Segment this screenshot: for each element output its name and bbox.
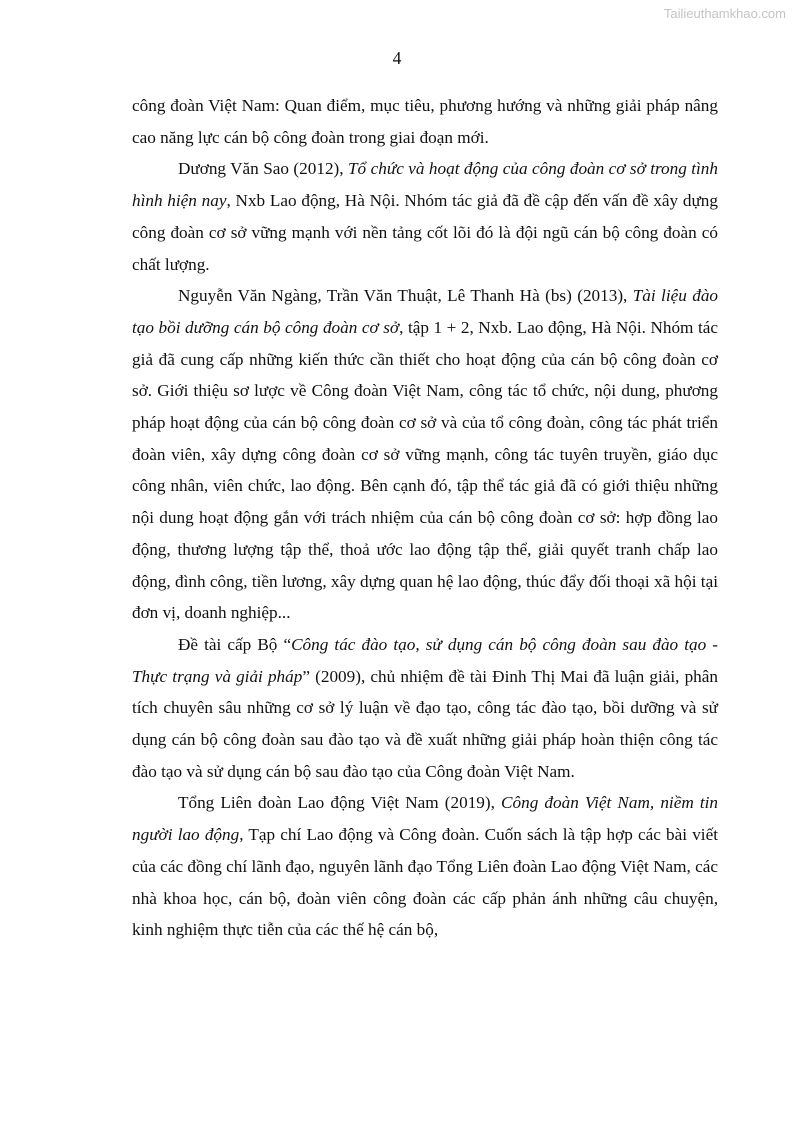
citation-title: Tổ chức và hoạt động của công đoàn cơ sở trong tình hình hiện nay — [132, 159, 718, 211]
paragraph-nguyen-van-ngang — [132, 280, 718, 629]
citation-description: , Tạp chí Lao động và Công đoàn. Cuốn sách là tập hợp các bài viết của các đồng chí lãnh đạo, nguyên lãnh đạo Tổng Liên đoàn Lao động Việt Nam, các nhà khoa học, cán bộ, đoàn viên công đoàn các cấp phản ánh những câu chuyện, kinh nghiệm thực tiễn của các thế hệ cán bộ, — [132, 825, 718, 940]
citation-title: Công đoàn Việt Nam, niềm tin người lao động — [132, 793, 719, 845]
citation-title: Tài liệu đào tạo bồi dưỡng cán bộ công đoàn cơ sở — [132, 286, 719, 337]
citation-author: Tổng Liên đoàn Lao động Việt Nam (2019), — [178, 793, 502, 813]
document-body — [132, 90, 718, 946]
citation-title: Công tác đào tạo, sử dụng cán bộ công đoàn sau đào tạo - Thực trạng và giải pháp — [132, 634, 718, 686]
citation-author: Dương Văn Sao (2012), — [178, 159, 348, 179]
citation-author: Đề tài cấp Bộ “ — [178, 634, 292, 654]
citation-author: Nguyễn Văn Ngàng, Trần Văn Thuật, Lê Thanh Hà (bs) (2013), — [178, 286, 633, 306]
paragraph-de-tai-cap-bo — [132, 629, 718, 788]
citation-description: , tập 1 + 2, Nxb. Lao động, Hà Nội. Nhóm tác giả đã cung cấp những kiến thức cần thiết cho hoạt động của cán bộ công đoàn cơ sở. Giới thiệu sơ lược về Công đoàn Việt Nam, công tác tổ chức, nội dung, phương pháp hoạt động của cán bộ công đoàn cơ sở và của tổ công đoàn, công tác phát triển đoàn viên, xây dựng công đoàn cơ sở vững mạnh, công tác tuyên truyền, giáo dục công nhân, viên chức, lao động. Bên cạnh đó, tập thể tác giả đã có giới thiệu những nội dung hoạt động gắn với trách nhiệm của cán bộ công đoàn cơ sở: hợp đồng lao động, thương lượng tập thể, thoả ước lao động tập thể, giải quyết tranh chấp lao động, đình công, tiền lương, xây dựng quan hệ lao động, thúc đẩy đối thoại xã hội tại đơn vị, doanh nghiệp... — [132, 317, 718, 623]
paragraph-duong-van-sao — [132, 153, 718, 280]
citation-description: , Nxb Lao động, Hà Nội. Nhóm tác giả đã đề cập đến vấn đề xây dựng công đoàn cơ sở vững mạnh với nền tảng cốt lõi đó là đội ngũ cán bộ công đoàn có chất lượng. — [132, 191, 718, 274]
watermark-text: Tailieuthamkhao.com — [663, 6, 786, 21]
page-number: 4 — [392, 48, 402, 68]
paragraph-continuation: công đoàn Việt Nam: Quan điểm, mục tiêu, phương hướng và những giải pháp nâng cao năng lực cán bộ công đoàn trong giai đoạn mới. — [132, 96, 718, 147]
paragraph-tong-lien-doan — [132, 787, 718, 946]
citation-description: ” (2009), chủ nhiệm đề tài Đinh Thị Mai đã luận giải, phân tích chuyên sâu những cơ sở lý luận về đạo tạo, công tác đào tạo, bồi dưỡng và sử dụng cán bộ công đoàn sau đào tạo và đề xuất những giải pháp hoàn thiện công tác đào tạo và sử dụng cán bộ sau đào tạo của Công đoàn Việt Nam. — [132, 666, 718, 781]
